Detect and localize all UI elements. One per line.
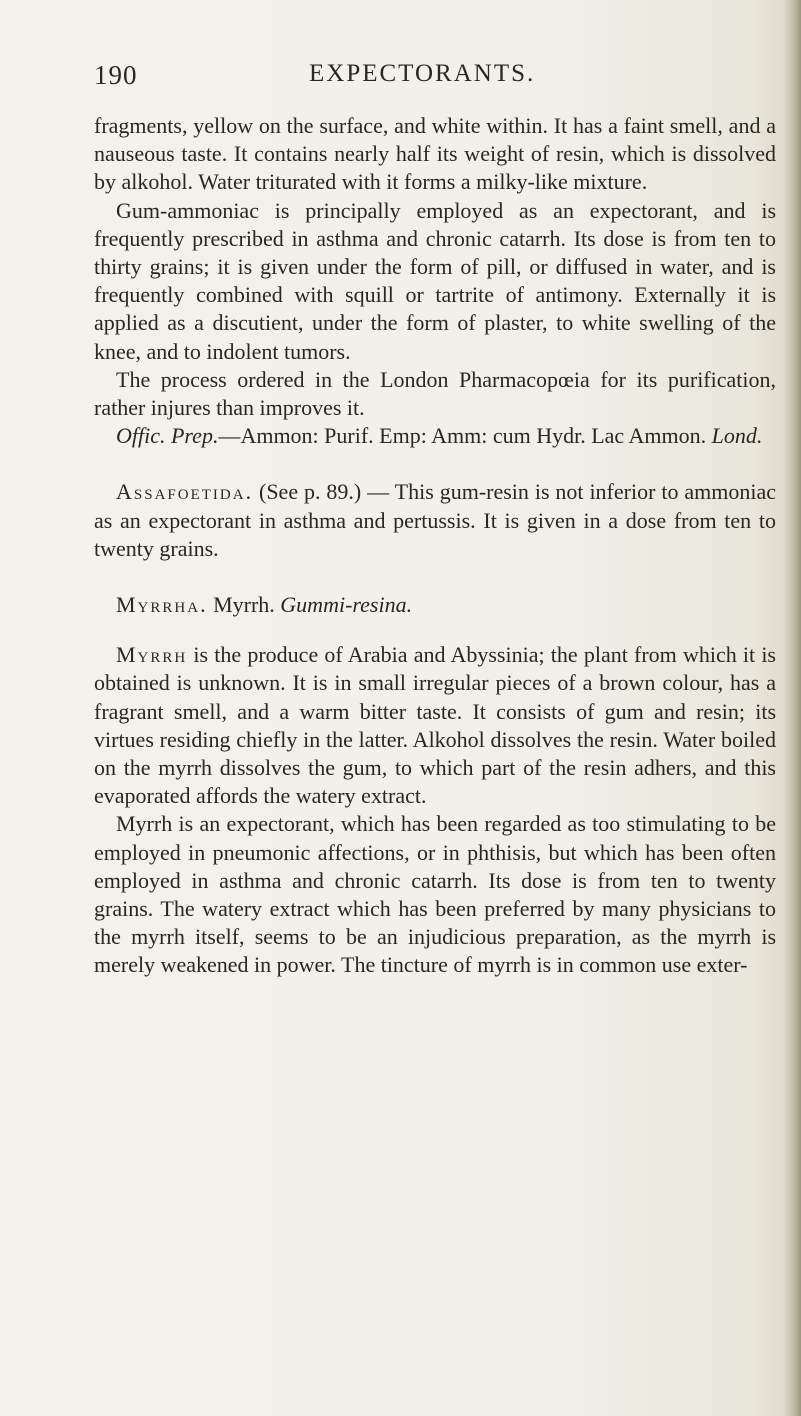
myrrh-description-text: is the produce of Arabia and Abyssinia; the plant from which it is obtained is unknown. It is in small irregular pieces of a brown colour, has a fragrant smell, and a warm bitter taste. It consists of gum and resin; its virtues residing chiefly in the latter. Alkohol dissolves the resin. Water boiled on the myrrh dissolves the gum, to which part of the resin adhers, and this evaporated affords the watery extract.	[94, 642, 776, 809]
myrrha-heading-class: Gummi-resina.	[280, 592, 413, 618]
paragraph-london-process: The process ordered in the London Pharmacopœia for its purification, rather injures than improves it.	[94, 366, 776, 421]
page-header	[94, 60, 744, 96]
page-number: 190	[94, 60, 138, 90]
running-head: EXPECTORANTS.	[309, 60, 536, 87]
myrrh-name: Myrrh	[116, 642, 188, 668]
paragraph-myrrh-uses: Myrrh is an expectorant, which has been regarded as too stimulating to be employed in pneumonic affections, or in phthisis, but which has been often employed in asthma and chronic catarrh. Its dose is from ten to twenty grains. The watery extract which has been preferred by many physicians to the myrrh itself, seems to be an injudicious preparation, as the myrrh is merely weakened in power. The tincture of myrrh is in common use exter-	[94, 811, 776, 978]
paragraph-gum-ammoniac: Gum-ammoniac is principally employed as an expectorant, and is frequently prescribed in asthma and chronic catarrh. Its dose is from ten to thirty grains; it is given under the form of pill, or diffused in water, and is frequently combined with squill or tartrite of antimony. Externally it is applied as a discutient, under the form of plaster, to white swelling of the knee, and to indolent tumors.	[94, 197, 776, 364]
body-text	[94, 112, 776, 980]
offic-prep-source: Lond.	[711, 423, 763, 449]
myrrha-heading	[94, 591, 776, 619]
myrrha-heading-latin: Myrrha.	[116, 592, 208, 618]
assafoetida-name: Assafoetida.	[116, 479, 254, 505]
offic-prep-label: Offic. Prep.	[116, 423, 219, 449]
paragraph-fragments: fragments, yellow on the surface, and white within. It has a faint smell, and a nauseous taste. It contains nearly half its weight of resin, which is dissolved by alkohol. Water triturated with it forms a milky-like mixture.	[94, 113, 776, 195]
paragraph-assafoetida	[94, 478, 776, 563]
assafoetida-text: (See p. 89.) — This gum-resin is not inferior to ammoniac as an expectorant in asthma and pertussis. It is given in a dose from ten to twenty grains.	[94, 479, 776, 561]
offic-prep-text: —Ammon: Purif. Emp: Amm: cum Hydr. Lac Ammon.	[218, 423, 707, 449]
paragraph-myrrh-description	[94, 641, 776, 810]
myrrha-heading-english: Myrrh.	[207, 592, 281, 618]
page-edge-shadow	[783, 0, 801, 1416]
paragraph-officinal-preparations	[94, 422, 776, 450]
